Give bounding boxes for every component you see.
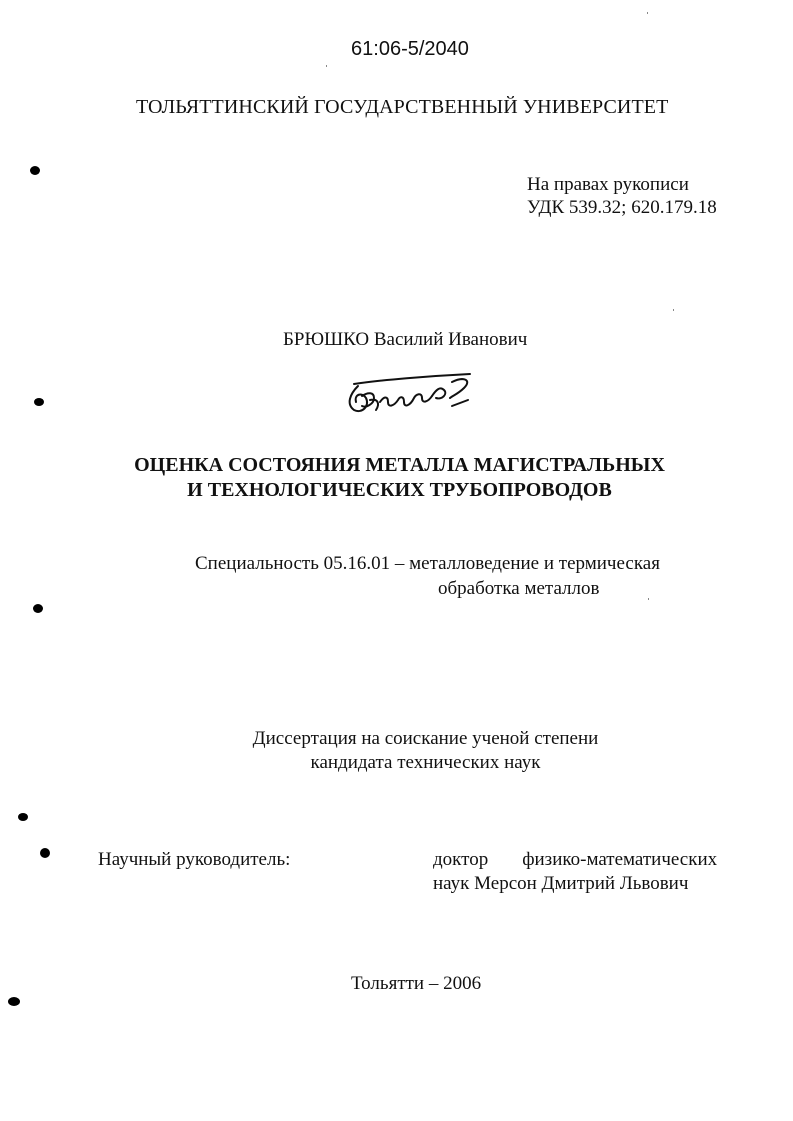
dissertation-line2: кандидата технических наук xyxy=(310,752,541,773)
punch-hole-icon xyxy=(33,604,43,613)
scan-speck xyxy=(647,12,648,14)
author-name: БРЮШКО Василий Иванович xyxy=(283,329,528,350)
punch-hole-icon xyxy=(40,848,50,858)
udc-code: УДК 539.32; 620.179.18 xyxy=(527,197,717,218)
thesis-title-line2: И ТЕХНОЛОГИЧЕСКИХ ТРУБОПРОВОДОВ xyxy=(187,479,612,501)
specialty-line2: обработка металлов xyxy=(438,578,600,599)
city-year: Тольятти – 2006 xyxy=(351,973,482,994)
thesis-title-line1: ОЦЕНКА СОСТОЯНИЯ МЕТАЛЛА МАГИСТРАЛЬНЫХ xyxy=(134,454,665,476)
signature-icon xyxy=(340,372,480,422)
punch-hole-icon xyxy=(30,166,40,175)
supervisor-name: наук Мерсон Дмитрий Львович xyxy=(433,873,689,894)
punch-hole-icon xyxy=(8,997,20,1006)
archive-code: 61:06-5/2040 xyxy=(351,38,469,60)
supervisor-label: Научный руководитель: xyxy=(98,849,291,870)
supervisor-degree-word1: доктор xyxy=(433,849,489,870)
specialty-line1: Специальность 05.16.01 – металловедение и термическая xyxy=(195,553,660,574)
punch-hole-icon xyxy=(18,813,28,821)
rights-block xyxy=(527,173,717,219)
dissertation-line1: Диссертация на соискание ученой степени xyxy=(252,728,599,749)
scan-speck xyxy=(326,65,327,67)
supervisor-degree xyxy=(433,849,717,871)
signature-image xyxy=(340,372,480,427)
rights-notice: На правах рукописи xyxy=(527,174,689,195)
dissertation-info xyxy=(0,727,793,775)
scan-speck xyxy=(673,309,674,311)
scan-speck xyxy=(648,598,649,600)
thesis-title xyxy=(0,453,793,503)
university-name: ТОЛЬЯТТИНСКИЙ ГОСУДАРСТВЕННЫЙ УНИВЕРСИТЕТ xyxy=(136,96,669,118)
supervisor-degree-word2: физико-математических xyxy=(522,849,718,870)
punch-hole-icon xyxy=(34,398,44,406)
